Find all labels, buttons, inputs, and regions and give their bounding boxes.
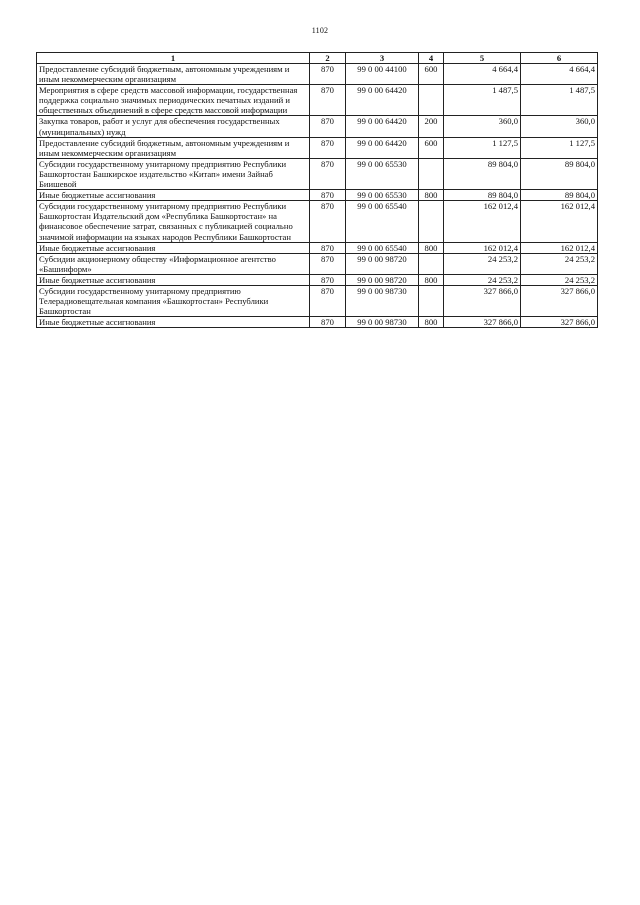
table-row — [37, 137, 598, 158]
row-target-code: 99 0 00 65530 — [346, 190, 419, 201]
row-sum-year-1: 89 804,0 — [444, 158, 521, 189]
row-target-code: 99 0 00 98720 — [346, 253, 419, 274]
header-cell-3: 3 — [346, 53, 419, 64]
row-sum-year-2: 24 253,2 — [521, 253, 598, 274]
row-sum-year-2: 24 253,2 — [521, 274, 598, 285]
row-sum-year-1: 162 012,4 — [444, 242, 521, 253]
page-number: 1102 — [311, 26, 329, 35]
row-sum-year-2: 4 664,4 — [521, 64, 598, 85]
row-name: Субсидии государственному унитарному предприятию Республики Башкортостан Башкирское издательство «Китап» имени Зайнаб Биишевой — [37, 158, 310, 189]
row-ministry-code: 870 — [310, 137, 346, 158]
row-name: Мероприятия в сфере средств массовой информации, государственная поддержка социально значимых периодических печатных изданий и общественных объединений в сфере средств массовой информации — [37, 85, 310, 116]
row-sum-year-1: 1 127,5 — [444, 137, 521, 158]
table-row — [37, 158, 598, 189]
row-expense-type: 800 — [419, 317, 444, 328]
row-name: Предоставление субсидий бюджетным, автономным учреждениям и иным некоммерческим организациям — [37, 137, 310, 158]
row-sum-year-1: 4 664,4 — [444, 64, 521, 85]
row-expense-type: 200 — [419, 116, 444, 137]
row-sum-year-2: 89 804,0 — [521, 190, 598, 201]
row-ministry-code: 870 — [310, 274, 346, 285]
row-sum-year-1: 89 804,0 — [444, 190, 521, 201]
row-ministry-code: 870 — [310, 201, 346, 242]
row-ministry-code: 870 — [310, 64, 346, 85]
table-row — [37, 201, 598, 242]
row-expense-type: 600 — [419, 137, 444, 158]
row-ministry-code: 870 — [310, 116, 346, 137]
header-cell-2: 2 — [310, 53, 346, 64]
row-expense-type — [419, 158, 444, 189]
row-name: Субсидии государственному унитарному предприятию Телерадиовещательная компания «Башкортостан» Республики Башкортостан — [37, 285, 310, 316]
row-ministry-code: 870 — [310, 285, 346, 316]
row-target-code: 99 0 00 44100 — [346, 64, 419, 85]
row-sum-year-1: 1 487,5 — [444, 85, 521, 116]
row-name: Предоставление субсидий бюджетным, автономным учреждениям и иным некоммерческим организациям — [37, 64, 310, 85]
row-name: Субсидии акционерному обществу «Информационное агентство «Башинформ» — [37, 253, 310, 274]
row-sum-year-1: 327 866,0 — [444, 285, 521, 316]
row-sum-year-2: 162 012,4 — [521, 201, 598, 242]
row-expense-type: 800 — [419, 242, 444, 253]
row-target-code: 99 0 00 64420 — [346, 85, 419, 116]
row-ministry-code: 870 — [310, 317, 346, 328]
table-row — [37, 317, 598, 328]
table-row — [37, 116, 598, 137]
row-sum-year-1: 24 253,2 — [444, 253, 521, 274]
row-sum-year-2: 327 866,0 — [521, 285, 598, 316]
table-row — [37, 242, 598, 253]
row-name: Субсидии государственному унитарному предприятию Республики Башкортостан Издательский дом «Республика Башкортостан» на финансовое обеспечение затрат, связанных с публикацией социально значимой информации на языках народов Республики Башкортостан — [37, 201, 310, 242]
row-name: Иные бюджетные ассигнования — [37, 317, 310, 328]
row-name: Иные бюджетные ассигнования — [37, 274, 310, 285]
table-row — [37, 190, 598, 201]
header-cell-1: 1 — [37, 53, 310, 64]
row-expense-type — [419, 85, 444, 116]
row-sum-year-1: 327 866,0 — [444, 317, 521, 328]
row-ministry-code: 870 — [310, 85, 346, 116]
row-sum-year-2: 360,0 — [521, 116, 598, 137]
budget-table — [36, 52, 598, 328]
header-cell-6: 6 — [521, 53, 598, 64]
row-expense-type — [419, 253, 444, 274]
table-row — [37, 64, 598, 85]
row-expense-type — [419, 201, 444, 242]
row-target-code: 99 0 00 65540 — [346, 242, 419, 253]
row-expense-type: 800 — [419, 274, 444, 285]
row-ministry-code: 870 — [310, 190, 346, 201]
row-sum-year-2: 327 866,0 — [521, 317, 598, 328]
row-target-code: 99 0 00 65530 — [346, 158, 419, 189]
row-sum-year-2: 89 804,0 — [521, 158, 598, 189]
row-target-code: 99 0 00 65540 — [346, 201, 419, 242]
header-cell-4: 4 — [419, 53, 444, 64]
row-ministry-code: 870 — [310, 158, 346, 189]
row-name: Иные бюджетные ассигнования — [37, 190, 310, 201]
header-cell-5: 5 — [444, 53, 521, 64]
row-target-code: 99 0 00 64420 — [346, 116, 419, 137]
row-sum-year-2: 162 012,4 — [521, 242, 598, 253]
row-sum-year-2: 1 127,5 — [521, 137, 598, 158]
row-ministry-code: 870 — [310, 253, 346, 274]
row-target-code: 99 0 00 98730 — [346, 285, 419, 316]
table-row — [37, 253, 598, 274]
row-target-code: 99 0 00 64420 — [346, 137, 419, 158]
row-target-code: 99 0 00 98720 — [346, 274, 419, 285]
row-sum-year-1: 162 012,4 — [444, 201, 521, 242]
row-name: Иные бюджетные ассигнования — [37, 242, 310, 253]
table-row — [37, 274, 598, 285]
row-ministry-code: 870 — [310, 242, 346, 253]
table-row — [37, 85, 598, 116]
row-sum-year-1: 24 253,2 — [444, 274, 521, 285]
row-sum-year-1: 360,0 — [444, 116, 521, 137]
row-sum-year-2: 1 487,5 — [521, 85, 598, 116]
table-header-row — [37, 53, 598, 64]
row-target-code: 99 0 00 98730 — [346, 317, 419, 328]
row-expense-type: 600 — [419, 64, 444, 85]
row-expense-type: 800 — [419, 190, 444, 201]
row-expense-type — [419, 285, 444, 316]
table-row — [37, 285, 598, 316]
row-name: Закупка товаров, работ и услуг для обеспечения государственных (муниципальных) нужд — [37, 116, 310, 137]
